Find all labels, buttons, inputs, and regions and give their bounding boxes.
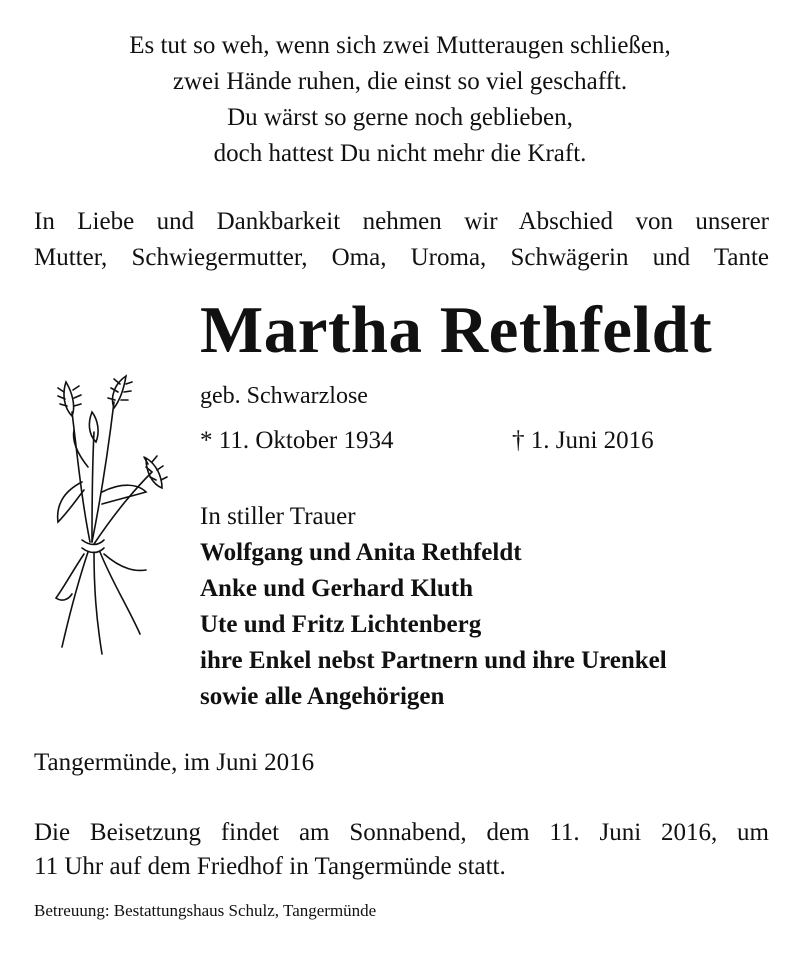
poem-line: doch hattest Du nicht mehr die Kraft. — [213, 140, 587, 167]
poem-line: Du wärst so gerne noch geblieben, — [227, 104, 573, 131]
maiden-name: geb. Schwarzlose — [200, 383, 368, 409]
poem — [0, 28, 800, 172]
birth-date: * 11. Oktober 1934 — [200, 427, 394, 454]
funeral-info — [34, 816, 769, 884]
funeral-info-line: Die Beisetzung findet am Sonnabend, dem 11. Juni 2016, um — [34, 819, 769, 846]
place-and-date: Tangermünde, im Juni 2016 — [34, 749, 315, 776]
funeral-home-credit: Betreuung: Bestattungshaus Schulz, Tangermünde — [34, 901, 377, 920]
farewell-intro — [34, 204, 769, 276]
poem-line: zwei Hände ruhen, die einst so viel geschafft. — [172, 68, 628, 95]
deceased-name: Martha Rethfeldt — [200, 293, 713, 367]
mourner-name: Anke und Gerhard Kluth — [200, 575, 473, 602]
mourner-name: sowie alle Angehörigen — [200, 683, 445, 710]
mourning-intro: In stiller Trauer — [200, 503, 356, 530]
mourner-name: ihre Enkel nebst Partnern und ihre Urenkel — [200, 647, 667, 674]
farewell-intro-line: In Liebe und Dankbarkeit nehmen wir Abschied von unserer — [34, 208, 769, 235]
mourner-name: Wolfgang und Anita Rethfeldt — [200, 539, 522, 566]
death-date: † 1. Juni 2016 — [512, 427, 654, 454]
farewell-intro-line: Mutter, Schwiegermutter, Oma, Uroma, Schwägerin und Tante — [34, 244, 769, 271]
wheat-bundle-icon — [42, 372, 172, 662]
mourners-block — [200, 499, 667, 715]
poem-line: Es tut so weh, wenn sich zwei Mutteraugen schließen, — [129, 32, 671, 59]
mourner-name: Ute und Fritz Lichtenberg — [200, 611, 482, 638]
funeral-info-line: 11 Uhr auf dem Friedhof in Tangermünde statt. — [34, 853, 506, 880]
